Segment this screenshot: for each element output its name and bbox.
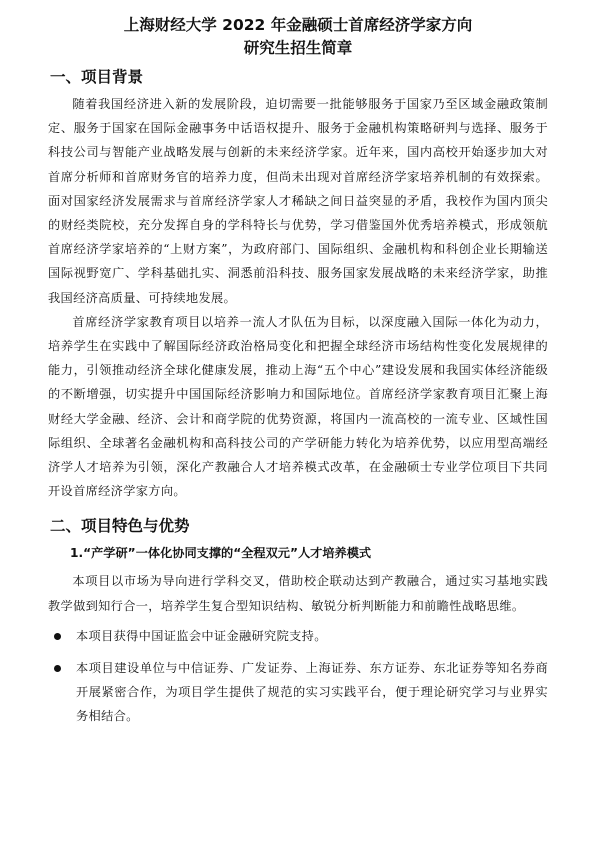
title-line-2: 研究生招生简章 — [243, 39, 353, 57]
subsection-heading-training-model: 1.“产学研”一体化协同支撑的“全程双元”人才培养模式 — [70, 546, 372, 561]
bullet-item — [48, 624, 548, 648]
background-paragraph-1: 随着我国经济进入新的发展阶段，迫切需要一批能够服务于国家乃至区域金融政策制定、服务于国家在国际金融事务中话语权提升、服务于金融机构策略研判与选择、服务于科技公司与智能产业战略发展与创新的未来经济学家。近年来，国内高校开始逐步加大对首席分析师和首席财务官的培养力度，但尚未出现对首席经济学家培养机制的有效探索。面对国家经济发展需求与首席经济学家人才稀缺之间日益突显的矛盾，我校作为国内顶尖的财经类院校，充分发挥自身的学科特长与优势，学习借鉴国外优秀培养模式，形成领航首席经济学家培养的“上财方案”，为政府部门、国际组织、金融机构和科创企业长期输送国际视野宽广、学科基础扎实、洞悉前沿科技、服务国家发展战略的未来经济学家，助推我国经济高质量、可持续地发展。 — [48, 97, 548, 305]
section-heading-background: 一、项目背景 — [50, 68, 144, 86]
bullet-dot-icon — [54, 665, 61, 672]
features-paragraph: 本项目以市场为导向进行学科交叉，借助校企联动达到产教融合，通过实习基地实践教学做到知行合一，培养学生复合型知识结构、敏锐分析判断能力和前瞻性战略思维。 — [48, 574, 548, 613]
bullet-text: 本项目建设单位与中信证券、广发证券、上海证券、东方证券、东北证券等知名券商开展紧密合作，为项目学生提供了规范的实习实践平台，便于理论研究学习与业界实务相结合。 — [76, 661, 548, 724]
features-bullet-list — [48, 624, 548, 729]
section-heading-features: 二、项目特色与优势 — [50, 517, 190, 536]
bullet-dot-icon — [54, 633, 61, 640]
bullet-text: 本项目获得中国证监会中证金融研究院支持。 — [76, 628, 327, 643]
title-line-1: 上海财经大学 2022 年金融硕士首席经济学家方向 — [123, 16, 473, 34]
background-paragraph-2: 首席经济学家教育项目以培养一流人才队伍为目标，以深度融入国际一体化为动力，培养学生在实践中了解国际经济政治格局变化和把握全球经济市场结构性变化发展规律的能力，引领推动经济全球化健康发展，推动上海“五个中心”建设发展和我国实体经济能级的不断增强，切实提升中国国际经济影响力和国际地位。首席经济学家教育项目汇聚上海财经大学金融、经济、会计和商学院的优势资源，将国内一流高校的一流专业、区域性国际组织、全球著名金融机构和高科技公司的产学研能力转化为培养优势，以应用型高端经济学人才培养为引领，深化产教融合人才培养模式改革，在金融硕士专业学位项目下共同开设首席经济学家方向。 — [48, 314, 548, 499]
bullet-item — [48, 656, 548, 729]
document-title — [48, 14, 548, 60]
